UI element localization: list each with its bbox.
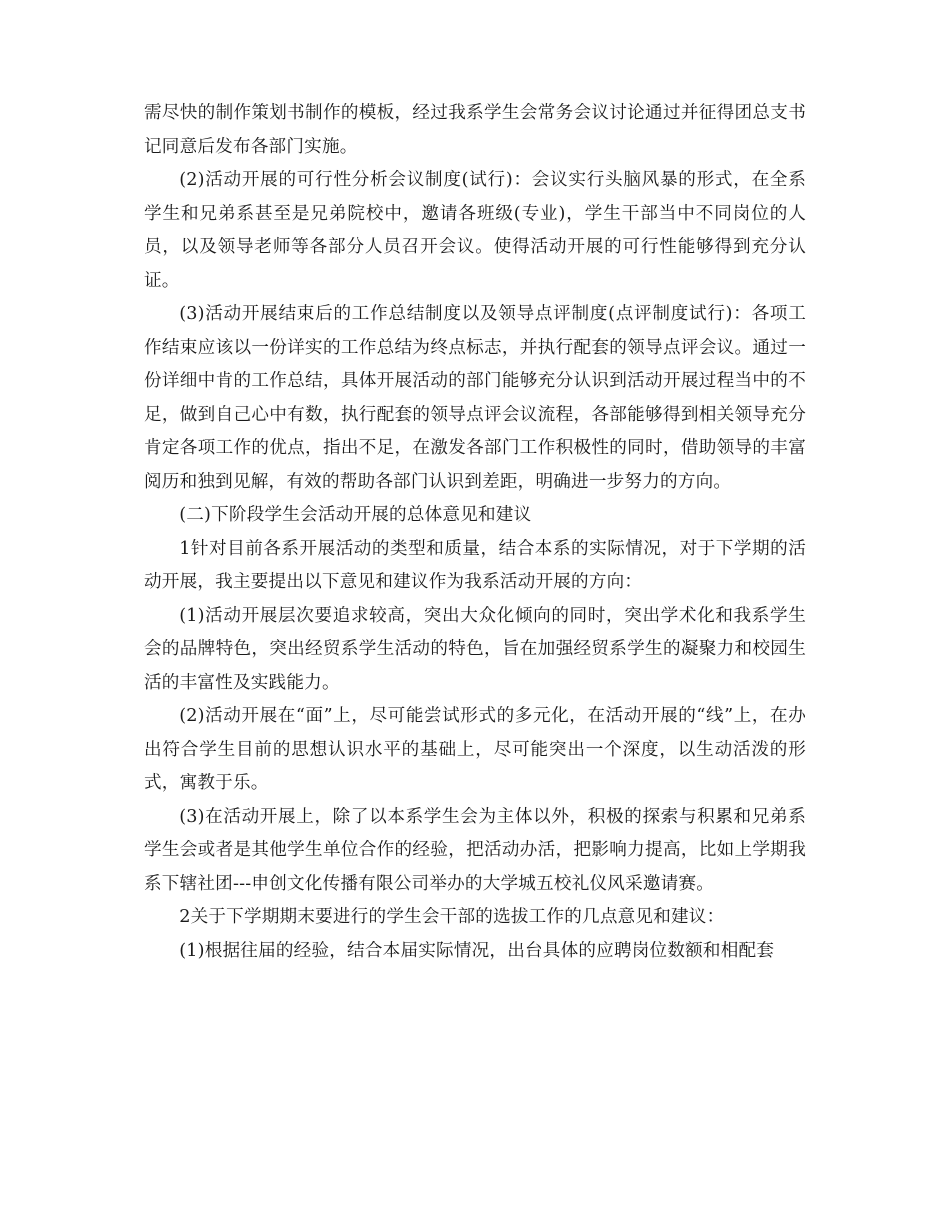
paragraph-2: (2)活动开展的可行性分析会议制度(试行)：会议实行头脑风暴的形式，在全系学生和兄弟系甚至是兄弟院校中，邀请各班级(专业)，学生干部当中不同岗位的人员，以及领导老师等各部分人员召开会议。使得活动开展的可行性能够得到充分认证。 [144,170,806,291]
paragraph-5: (1)活动开展层次要追求较高，突出大众化倾向的同时，突出学术化和我系学生会的品牌特色，突出经贸系学生活动的特色，旨在加强经贸系学生的凝聚力和校园生活的丰富性及实践能力。 [144,605,806,693]
paragraph-7: (3)在活动开展上，除了以本系学生会为主体以外，积极的探索与积累和兄弟系学生会或者是其他学生单位合作的经验，把活动办活，把影响力提高，比如上学期我系下辖社团---申创文化传播有限公司举办的大学城五校礼仪风采邀请赛。 [144,806,806,894]
paragraph-8: 2关于下学期期末要进行的学生会干部的选拔工作的几点意见和建议： [179,907,725,927]
paragraph-4: 1针对目前各系开展活动的类型和质量，结合本系的实际情况，对于下学期的活动开展，我主要提出以下意见和建议作为我系活动开展的方向： [144,538,806,592]
paragraph-3: (3)活动开展结束后的工作总结制度以及领导点评制度(点评制度试行)：各项工作结束应该以一份详实的工作总结为终点标志，并执行配套的领导点评会议。通过一份详细中肯的工作总结，具体开展活动的部门能够充分认识到活动开展过程当中的不足，做到自己心中有数，执行配套的领导点评会议流程，各部能够得到相关领导充分肯定各项工作的优点，指出不足，在激发各部门工作积极性的同时，借助领导的丰富阅历和独到见解，有效的帮助各部门认识到差距，明确进一步努力的方向。 [144,304,806,492]
paragraph-9: (1)根据往届的经验，结合本届实际情况，出台具体的应聘岗位数额和相配套 [179,940,775,961]
paragraph-1: 需尽快的制作策划书制作的模板，经过我系学生会常务会议讨论通过并征得团总支书记同意后发布各部门实施。 [144,103,806,157]
document-body [144,97,806,968]
section-heading: (二)下阶段学生会活动开展的总体意见和建议 [179,505,532,525]
paragraph-6: (2)活动开展在“面”上，尽可能尝试形式的多元化，在活动开展的“线”上，在办出符合学生目前的思想认识水平的基础上，尽可能突出一个深度，以生动活泼的形式，寓教于乐。 [144,706,806,793]
